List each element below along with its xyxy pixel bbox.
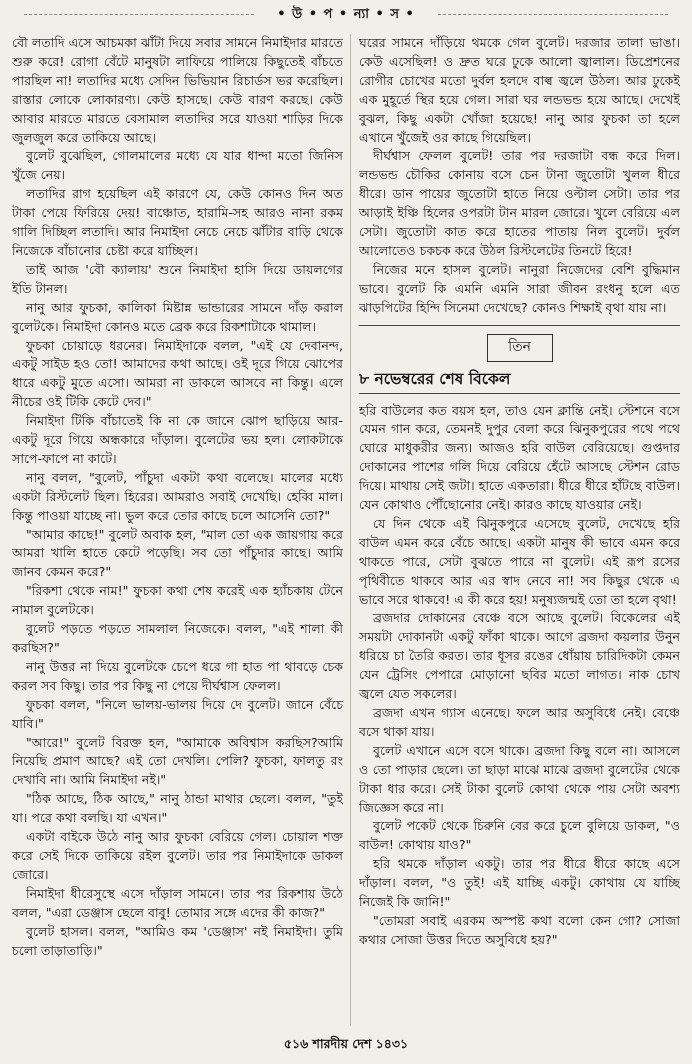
section-end-rule <box>359 325 680 326</box>
paragraph: তাই আজ 'বৌ ক্যালায়' শুনে নিমাইদা হাসি দিয়ে ডায়লগের ইতি টানল। <box>12 261 343 296</box>
paragraph: হরি থমকে দাঁড়াল একটু। তার পর ধীরে ধীরে কাছে এসে দাঁড়াল। বলল, "ও তুই! এই যাচ্ছি একটু। কোথায় যে যাচ্ছি নিজেই কি জানি!" <box>359 856 680 910</box>
paragraph: "তোমরা সবাই এরকম অস্পষ্ট কথা বলো কেন গো? সোজা কথার সোজা উত্তর দিতে অসুবিধে হয়?" <box>359 912 680 947</box>
paragraph: নানু উত্তর না দিয়ে বুলেটকে চেপে ধরে গা হাত পা থাবড়ে চেক করল সব কিছু। তার পর কিছু না পেয়ে দীর্ঘশ্বাস ফেলল। <box>12 658 343 693</box>
paragraph: যে দিন থেকে এই ঝিনুকপুরে এসেছে বুলেট, দেখেছে হরি বাউল এমন করে বেঁচে আছে। একটা মানুষ কী ভাবে এমন করে থাকতে পারে, সেটা বুঝতে পারে না বুলেট। এই রূপ রসের পৃথিবীতে থাকবে আর এর স্বাদ নেবে না! সব কিছুর থেকে এ ভাবে সরে থাকবে! এ কী করে হয়! মনুষ্যজন্মই তো তা হলে বৃথা! <box>359 515 680 607</box>
paragraph: হরি বাউলের কত বয়স হল, তাও যেন ক্লান্তি নেই। স্টেশনে বসে যেমন গান করে, তেমনই দুপুর বেলা করে ঝিনুকপুরের পথে পথে ঘোরে মাধুকরীর জন্য। আজও হরি বাউল বেরিয়েছে। গুপ্তদার দোকানের পাশের গলি দিয়ে বেরিয়ে হেঁটে আসছে স্টেশন রোড দিয়ে। মাথায় সেই জটা। হাতে একতারা। ধীরে ধীরে হাঁটছে বাউল। যেন কোথাও পৌঁছোনোর নেই। কারও কাছে যাওয়ার নেই। <box>359 402 680 513</box>
paragraph: বুলেট এখানে এসে বসে থাকে। ব্রজদা কিছু বলে না। আসলে ও তো পাড়ার ছেলে। তা ছাড়া মাঝে মাঝে ব্রজদা বুলেটের থেকে টাকা ধার করে। সেই টাকা বুলেট কোথা থেকে পায় সেটা অবশ্য জিজ্ঞেস করে না। <box>359 742 680 815</box>
paragraph: বুলেট পড়তে পড়তে সামলাল নিজেকে। বলল, "এই শালা কী করছিস?" <box>12 621 343 655</box>
paragraph: বৌ লতাদি এসে আচমকা ঝাঁটা দিয়ে সবার সামনে নিমাইদার মারতে শুরু করে! রোগা বেঁটে মানুষটা লাফিয়ে পালিয়ে কিছুতেই বাঁচতে পারছিল না! লতাদির মধ্যে সেদিন ভিভিয়ান রিচার্ডস ভর করেছিল। রাস্তার লোকে লোকারণ্য। কেউ হাসছে। কেউ বারণ করছে। কেউ আবার মারতে মারতে বেসামাল লতাদির সরে যাওয়া শাড়ির দিকে জুলজুল করে তাকিয়ে আছে। <box>12 35 343 145</box>
page-footer <box>0 1036 692 1056</box>
paragraph: দীর্ঘশ্বাস ফেলল বুলেট! তার পর দরজাটা বন্ধ করে দিল। লন্ডভন্ড চৌকির কোনায় বসে চেন টানা জুতোটা খুলল ধীরে ধীরে। ডান পায়ের জুতোটা হাতে নিয়ে ওল্টাল সেটা। তার পর আড়াই ইঞ্চি হিলের ওপরটা টান মারল জোরে। খুলে বেরিয়ে এল সেটা। জুতোটা কাত করে হাতের পাতায় নিল বুলেট। দুর্বল আলোতেও চকচক করে উঠল রিস্টলেটের তিনটে হিরে! <box>359 148 680 258</box>
paragraph: ব্রজদা এখন গ্যাস এনেছে। ফলে আর অসুবিধে নেই। বেঞ্চে বসে থাকা যায়। <box>359 705 680 739</box>
paragraph: বুলেট বুঝেছিল, গোলমালের মধ্যে যে যার ধান্দা মতো জিনিস খুঁজে নেয়। <box>12 148 343 183</box>
paragraph: "আরে!" বুলেট বিরক্ত হল, "আমাকে অবিশ্বাস করছিস?আমি নিয়েছি প্রমাণ আছে? এই তো দেখলি। পেলি? ফুচকা, ফালতু রং দেখাবি না। আমি নিমাইদা নই।" <box>12 734 343 788</box>
page-header <box>0 4 692 26</box>
paragraph: "রিকশা থেকে নাম!" ফুচকা কথা শেষ করেই এক হ্যাঁচকায় টেনে নামাল বুলেটকে। <box>12 583 343 618</box>
paragraph: নানু বলল, "বুলেট, পাঁচুদা একটা কথা বলেছে। মালের মধ্যে একটা রিস্টলেট ছিল। হিরের। আমরাও সবাই দেখেছি। হেব্বি মাল। কিন্তু পাওয়া যাচ্ছে না। ভুল করে তোর কাছে চলে আসেনি তো?" <box>12 469 343 523</box>
paragraph: "ঠিক আছে, ঠিক আছে," নানু ঠান্ডা মাথার ছেলে। বলল, "তুই যা। পরে কথা বলছি। যা এখন।" <box>12 791 343 826</box>
page-number-and-publication: ৫১৬ শারদীয় দেশ ১৪৩১ <box>283 1036 409 1051</box>
paragraph: বুলেট পকেট থেকে চিরুনি বের করে চুলে বুলিয়ে ডাকল, "ও বাউল! কোথায় যাও?" <box>359 818 680 853</box>
paragraph: ব্রজদার দোকানের বেঞ্চে বসে আছে বুলেট। বিকেলের এই সময়টা দোকানটা একটু ফাঁকা থাকে। আগে ব্রজদা কয়লার উনুন ধরিয়ে চা তৈরি করত। তার ধূসর রঙের ধোঁয়ায় চারিদিকটা কেমন যেন ট্রেসিং পেপারে মোড়ানো ছবির মতো লাগত। নাক চোখ জ্বলে যেত সকলের। <box>359 610 680 702</box>
right-column <box>359 34 680 1026</box>
column-divider <box>350 34 351 1026</box>
paragraph: ফুচকা চোয়াড়ে ধরনের। নিমাইদাকে বলল, "এই যে দেবানন্দ, একটু সাইড হও তো! আমাদের কথা আছে। ওই দূরে গিয়ে ঝোপের ধারে একটু মুতে এসো। আমরা না ডাকলে আসবে না কিন্তু। এলে নীচের ওই টিকি কেটে দেব।" <box>12 337 343 410</box>
section-label: • উ • প • ন্যা • স • <box>271 5 421 26</box>
paragraph: ফুচকা বলল, "নিলে ভালয়-ভালয় দিয়ে দে বুলেট। জানে বেঁচে যাবি।" <box>12 696 343 731</box>
left-column <box>12 34 343 1026</box>
paragraph: নানু আর ফুচকা, কালিকা মিষ্টান্ন ভান্ডারের সামনে দাঁড় করাল বুলেটকে। নিমাইদা কোনও মতে ব্রেক করে রিকশাটাকে থামাল। <box>12 299 343 334</box>
paragraph: লতাদির রাগ হয়েছিল এই কারণে যে, কেউ কোনও দিন অত টাকা পেয়ে ফিরিয়ে দেয়! বাঞ্চোত, হারামি-সহ আরও নানা রকম গালি দিচ্ছিল লতাদি। আর নিমাইদা নেচে নেচে ঝাঁটার বাড়ি থেকে নিজেকে বাঁচানোর চেষ্টা করে যাচ্ছিল। <box>12 186 343 258</box>
paragraph: একটা বাইকে উঠে নানু আর ফুচকা বেরিয়ে গেল। চোয়াল শক্ত করে সেই দিকে তাকিয়ে রইল বুলেট। তার পর নিমাইদাকে ডাকল জোরে। <box>12 829 343 882</box>
paragraph: নিজের মনে হাসল বুলেট। নানুরা নিজেদের বেশি বুদ্ধিমান ভাবে। বুলেট কি এমনি এমনি সারা জীবন রংধনু হলে এত ঝাড়পিটের হিন্দি সিনেমা দেখেছে? কোনও শিক্ষাই বৃথা যায় না। <box>359 261 680 315</box>
section-heading: ৮ নভেম্বরের শেষ বিকেল <box>359 370 680 394</box>
paragraph: বুলেট হাসল। বলল, "আমিও কম 'ডেঞ্জাস' নই নিমাইদা। তুমি চলো তাড়াতাড়ি।" <box>12 923 343 958</box>
paragraph: নিমাইদা টিকি বাঁচাতেই কি না কে জানে ঝোপ ছাড়িয়ে আর-একটু দূরে গিয়ে অন্ধকারে দাঁড়াল। বুলেটের ভয় হল। লোকটাকে সাপে-ফাপে না কাটে। <box>12 413 343 466</box>
header-left-rule <box>24 14 254 15</box>
paragraph: "আমার কাছে!" বুলেট অবাক হল, "মাল তো এক জায়গায় করে আমরা খালি হাতে কেটে পড়েছি। সব তো পাঁচুদার কাছে। আমি জানব কেমন করে?" <box>12 526 343 580</box>
paragraph: ঘরের সামনে দাঁড়িয়ে থমকে গেল বুলেট। দরজার তালা ভাঙা। কেউ এসেছিল! ও দ্রুত ঘরে ঢুকে আলো জ্বালাল। ডিপ্রেশনের রোগীর চোখের মতো দুর্বল হলদে বাল্ব জ্বলে উঠল। আর ঢুকেই এক মুহূর্তে স্থির হয়ে গেল। সারা ঘর লন্ডভন্ড হয়ে আছে। দেখেই বুঝল, কিছু একটা খোঁজা হয়েছে! নানু আর ফুচকা তা হলে এখানে খুঁজেই ওর কাছে গিয়েছিল। <box>359 35 680 145</box>
chapter-number-box: তিন <box>487 334 553 362</box>
header-right-rule <box>438 14 668 15</box>
paragraph: নিমাইদা ধীরেসুস্থে এসে দাঁড়াল সামনে। তার পর রিকশায় উঠে বলল, "এরা ডেঞ্জাস ছেলে বাবু! তোমার সঙ্গে এদের কী কাজ?" <box>12 885 343 920</box>
